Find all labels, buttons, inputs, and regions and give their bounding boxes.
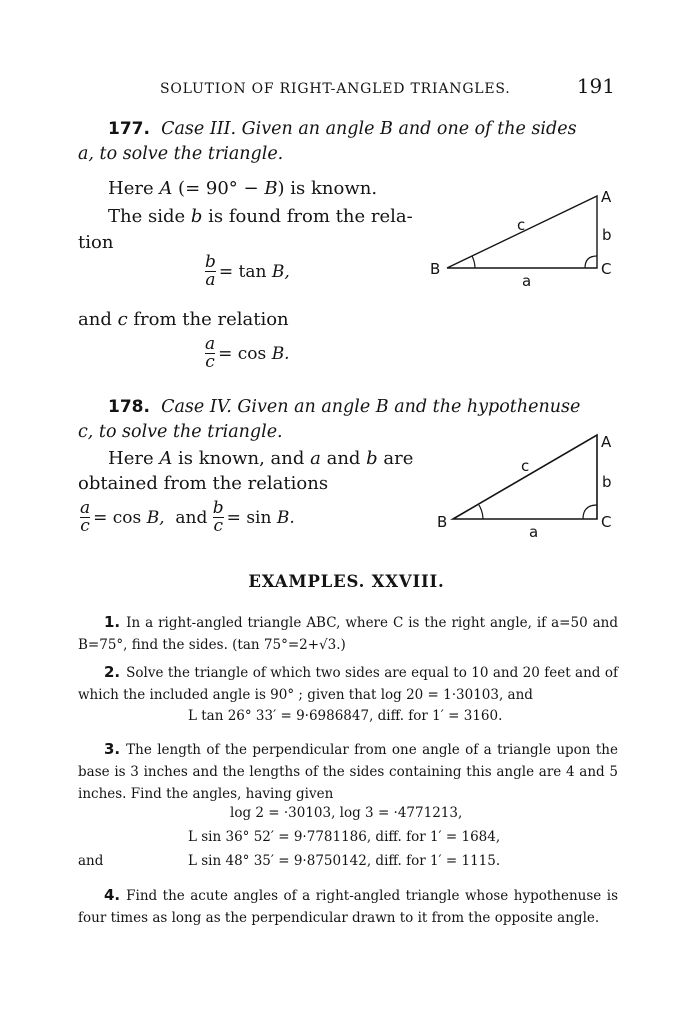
denominator: c <box>213 516 223 536</box>
var-B: B <box>264 178 278 199</box>
page-number: 191 <box>576 74 615 98</box>
example-text: The length of the perpendicular from one angle of a triangle upon the base is 3 inches and the lengths of the sides containing this angle are 4 and 5 inches. Find the angles, having given <box>78 742 618 802</box>
text: and <box>78 309 118 330</box>
section-178-heading-line1: Case IV. Given an angle B and the hypothenuse <box>161 397 581 417</box>
example-3 <box>78 738 618 805</box>
side-label-a: a <box>529 523 539 540</box>
var-A: A <box>159 448 173 469</box>
section-177-line3: tion <box>78 232 114 253</box>
section-177-number: 177. <box>108 119 150 139</box>
text-and: and <box>164 507 213 528</box>
var-b: b <box>366 448 378 469</box>
side-label-b: b <box>602 226 612 244</box>
example-3-given-1: log 2 = ·30103, log 3 = ·4771213, <box>230 805 463 821</box>
triangle-diagram-1 <box>425 180 625 290</box>
var-b: b <box>190 206 203 227</box>
side-label-c: c <box>521 457 530 475</box>
text: Here <box>108 178 160 199</box>
section-177-heading-line1: Case III. Given an angle B and one of the sides <box>161 119 577 139</box>
vertex-label-B: B <box>437 513 448 531</box>
text: is known, and <box>172 448 311 469</box>
section-177-line2 <box>108 204 413 229</box>
section-178-line1 <box>108 446 413 471</box>
vertex-label-A: A <box>601 188 612 206</box>
section-177-heading <box>78 117 623 167</box>
text: are <box>377 448 414 469</box>
vertex-label-C: C <box>601 260 612 278</box>
example-number: 2. <box>104 663 121 681</box>
example-2-given: L tan 26° 33′ = 9·6986847, diff. for 1′ = 3160. <box>188 708 503 724</box>
side-label-c: c <box>517 216 526 234</box>
text: The side <box>108 206 191 227</box>
var-a: a <box>310 448 321 469</box>
equation-rhs: = sin <box>226 507 272 528</box>
text: and <box>320 448 367 469</box>
running-title: SOLUTION OF RIGHT-ANGLED TRIANGLES. <box>160 81 511 97</box>
section-177-line4 <box>78 307 289 332</box>
denominator: a <box>205 270 216 290</box>
example-number: 3. <box>104 740 121 758</box>
example-1 <box>78 611 618 656</box>
section-177-heading-line2: a, to solve the triangle. <box>78 144 284 164</box>
fraction <box>80 500 90 535</box>
equation-b-over-a <box>205 254 290 289</box>
fraction <box>213 500 224 535</box>
var-A: A <box>159 178 173 199</box>
text: from the relation <box>127 309 289 330</box>
text: Here <box>108 448 160 469</box>
numerator: b <box>205 252 216 272</box>
var-B: B. <box>276 507 295 528</box>
section-178-number: 178. <box>108 397 150 417</box>
denominator: c <box>80 516 90 536</box>
var-B: B, <box>271 261 290 282</box>
denominator: c <box>205 352 215 372</box>
numerator: a <box>205 334 216 354</box>
text: ) is known. <box>277 178 378 199</box>
fraction <box>205 254 216 289</box>
triangle-diagram-2 <box>425 425 625 540</box>
equation-rhs: = cos <box>93 507 142 528</box>
equation-cos-sin <box>80 500 295 535</box>
example-3-given-3: L sin 48° 35′ = 9·8750142, diff. for 1′ = 1115. <box>188 853 501 869</box>
vertex-label-C: C <box>601 513 612 531</box>
example-text: Find the acute angles of a right-angled triangle whose hypothenuse is four times as long as the perpendicular drawn to it from the opposite angle. <box>78 888 618 926</box>
right-angle-mark <box>583 505 597 519</box>
angle-b-arc <box>479 505 483 519</box>
example-number: 1. <box>104 613 121 631</box>
example-3-and: and <box>78 853 104 869</box>
vertex-label-B: B <box>430 260 441 278</box>
equation-rhs: = tan <box>218 261 267 282</box>
equation-rhs: = cos <box>218 343 267 364</box>
triangle-shape <box>453 435 597 519</box>
right-angle-mark <box>585 256 597 268</box>
text: is found from the rela- <box>202 206 413 227</box>
section-178-heading-line2: c, to solve the triangle. <box>78 422 283 442</box>
angle-b-arc <box>472 256 475 268</box>
text: (= 90° − <box>172 178 265 199</box>
example-number: 4. <box>104 886 121 904</box>
examples-title: EXAMPLES. XXVIII. <box>248 572 445 591</box>
var-c: c <box>117 309 128 330</box>
example-2 <box>78 661 618 706</box>
section-177-line1 <box>108 176 377 201</box>
equation-a-over-c <box>205 336 290 371</box>
example-3-given-2: L sin 36° 52′ = 9·7781186, diff. for 1′ = 1684, <box>188 829 501 845</box>
example-text: In a right-angled triangle ABC, where C is the right angle, if a=50 and B=75°, find the sides. (tan 75°=2+√3.) <box>78 615 618 653</box>
section-178-line2: obtained from the relations <box>78 473 329 494</box>
example-4 <box>78 884 618 929</box>
side-label-a: a <box>522 272 532 290</box>
vertex-label-A: A <box>601 433 612 451</box>
example-text: Solve the triangle of which two sides are equal to 10 and 20 feet and of which the included angle is 90° ; given that log 20 = 1·30103, and <box>78 665 618 703</box>
numerator: a <box>80 498 91 518</box>
var-B: B, <box>146 507 165 528</box>
numerator: b <box>212 498 224 518</box>
var-B: B. <box>271 343 290 364</box>
fraction <box>205 336 215 371</box>
running-head <box>160 74 615 98</box>
side-label-b: b <box>602 473 612 491</box>
